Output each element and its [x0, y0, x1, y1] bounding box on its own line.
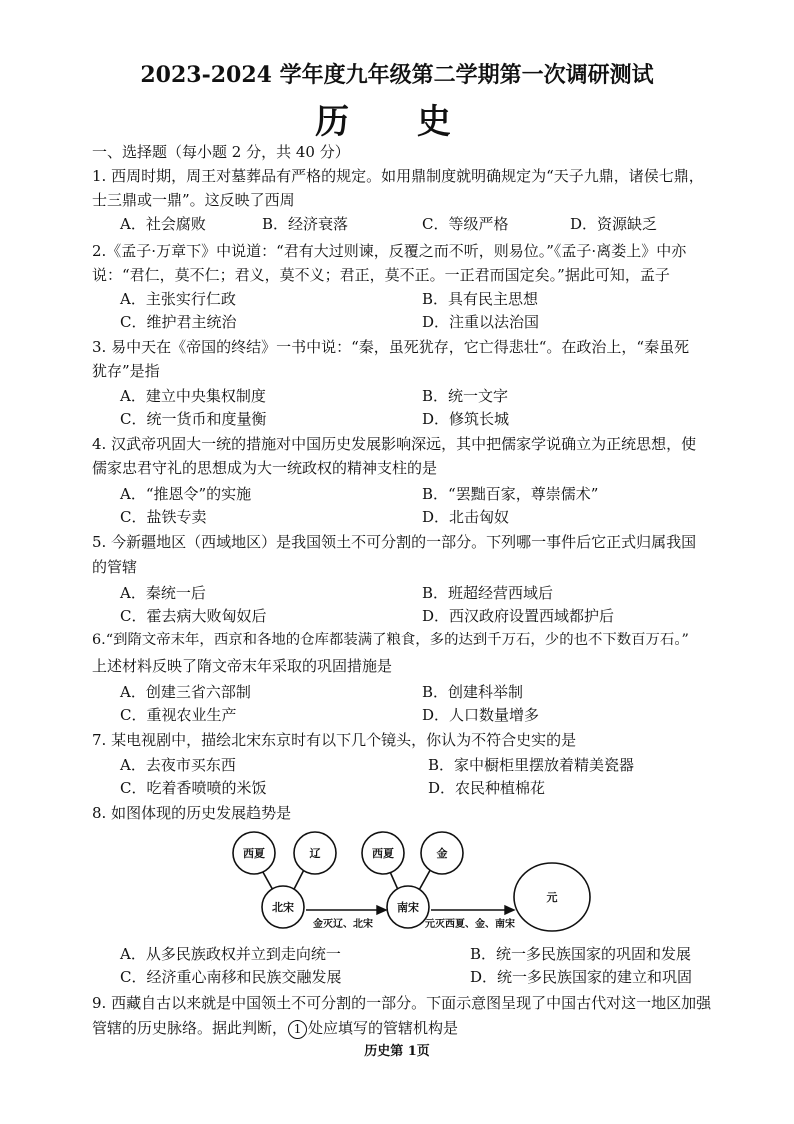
q6-option-b: B．创建科举制	[422, 683, 524, 701]
q6-option-d: D．人口数量增多	[422, 706, 540, 724]
q8-option-d: D．统一多民族国家的建立和巩固	[470, 968, 693, 986]
page-footer: 历史第 1页	[364, 1044, 430, 1059]
q5-option-c: C．霍去病大败匈奴后	[120, 607, 267, 625]
dynasty-trend-diagram	[0, 820, 794, 940]
q3-option-d: D．修筑长城	[422, 410, 510, 428]
question-2-line-2: 说：“君仁，莫不仁；君义，莫不义；君正，莫不正。一正君而国定矣。”据此可知，孟子	[92, 266, 670, 284]
arrow-1-head	[377, 906, 386, 914]
q7-option-d: D．农民种植棉花	[428, 779, 546, 797]
question-4-line-2: 儒家忠君守礼的思想成为大一统政权的精神支柱的是	[92, 459, 438, 477]
q4-option-d: D．北击匈奴	[422, 508, 510, 526]
question-2-line-1: 2.《孟子·万章下》中说道：“君有大过则谏，反覆之而不听，则易位。”《孟子·离娄上》中亦	[92, 242, 687, 260]
question-9-line-1: 9. 西藏自古以来就是中国领土不可分割的一部分。下面示意图呈现了中国古代对这一地区加强	[92, 994, 712, 1012]
node-label-yuan: 元	[546, 891, 558, 904]
node-label-xixia-2: 西夏	[372, 847, 394, 860]
question-8-line-1: 8. 如图体现的历史发展趋势是	[92, 804, 292, 822]
node-label-liao: 辽	[309, 847, 321, 860]
question-6-line-1: 6.“到隋文帝末年，西京和各地的仓库都装满了粮食，多的达到千万石，少的也不下数百万石。”	[92, 632, 689, 648]
node-label-beisong: 北宋	[272, 901, 294, 914]
q2-option-b: B．具有民主思想	[422, 290, 539, 308]
q4-option-a: A．“推恩令”的实施	[120, 485, 252, 503]
q1-option-c: C．等级严格	[422, 215, 509, 233]
q8-option-b: B．统一多民族国家的巩固和发展	[470, 945, 692, 963]
question-9-line-2-start: 管辖的历史脉络。据此判断，	[92, 1019, 288, 1037]
blank-marker-1: 1	[288, 1020, 307, 1039]
q1-option-b: B．经济衰落	[262, 215, 349, 233]
arrow-2-head	[505, 906, 514, 914]
question-4-line-1: 4. 汉武帝巩固大一统的措施对中国历史发展影响深远，其中把儒家学说确立为正统思想，使	[92, 435, 697, 453]
node-label-xixia-1: 西夏	[243, 847, 265, 860]
q3-option-a: A．建立中央集权制度	[120, 387, 266, 405]
q6-option-a: A．创建三省六部制	[120, 683, 251, 701]
q7-option-b: B．家中橱柜里摆放着精美瓷器	[428, 756, 635, 774]
question-1-line-1: 1. 西周时期，周王对墓葬品有严格的规定。如用鼎制度就明确规定为“天子九鼎，诸侯七鼎，	[92, 167, 704, 185]
question-5-line-1: 5. 今新疆地区（西域地区）是我国领土不可分割的一部分。下列哪一事件后它正式归属我国	[92, 533, 697, 551]
exam-title: 2023-2024 学年度九年级第二学期第一次调研测试	[140, 62, 654, 88]
section-heading: 一、选择题（每小题 2 分，共 40 分）	[92, 143, 350, 161]
q2-option-a: A．主张实行仁政	[120, 290, 236, 308]
q5-option-d: D．西汉政府设置西域都护后	[422, 607, 615, 625]
node-label-jin: 金	[436, 847, 448, 860]
question-3-line-2: 犹存”是指	[92, 362, 160, 380]
q7-option-a: A．去夜市买东西	[120, 756, 236, 774]
question-5-line-2: 的管辖	[92, 558, 138, 576]
arrow-2-label: 元灭西夏、金、南宋	[425, 919, 515, 930]
q8-option-a: A．从多民族政权并立到走向统一	[120, 945, 341, 963]
q6-option-c: C．重视农业生产	[120, 706, 237, 724]
arrow-1-label: 金灭辽、北宋	[313, 919, 373, 930]
subject-title: 历 史	[315, 102, 479, 142]
question-3-line-1: 3. 易中天在《帝国的终结》一书中说：“秦，虽死犹存，它亡得悲壮“。在政治上，“秦虽死	[92, 338, 690, 356]
question-9-line-2-end: 处应填写的管辖机构是	[308, 1019, 459, 1037]
question-6-line-2: 上述材料反映了隋文帝末年采取的巩固措施是	[92, 657, 393, 675]
q5-option-b: B．班超经营西域后	[422, 584, 554, 602]
q4-option-c: C．盐铁专卖	[120, 508, 207, 526]
question-1-line-2: 士三鼎或一鼎”。这反映了西周	[92, 191, 295, 209]
question-7-line-1: 7. 某电视剧中，描绘北宋东京时有以下几个镜头，你认为不符合史实的是	[92, 731, 577, 749]
q2-option-d: D．注重以法治国	[422, 313, 540, 331]
q3-option-c: C．统一货币和度量衡	[120, 410, 267, 428]
q8-option-c: C．经济重心南移和民族交融发展	[120, 968, 342, 986]
q2-option-c: C．维护君主统治	[120, 313, 237, 331]
q7-option-c: C．吃着香喷喷的米饭	[120, 779, 267, 797]
node-label-nansong: 南宋	[397, 901, 419, 914]
q1-option-a: A．社会腐败	[120, 215, 206, 233]
question-9-line-2	[92, 1017, 458, 1039]
q5-option-a: A．秦统一后	[120, 584, 206, 602]
q3-option-b: B．统一文字	[422, 387, 509, 405]
q4-option-b: B．“罢黜百家，尊崇儒术”	[422, 485, 599, 503]
q1-option-d: D．资源缺乏	[570, 215, 658, 233]
